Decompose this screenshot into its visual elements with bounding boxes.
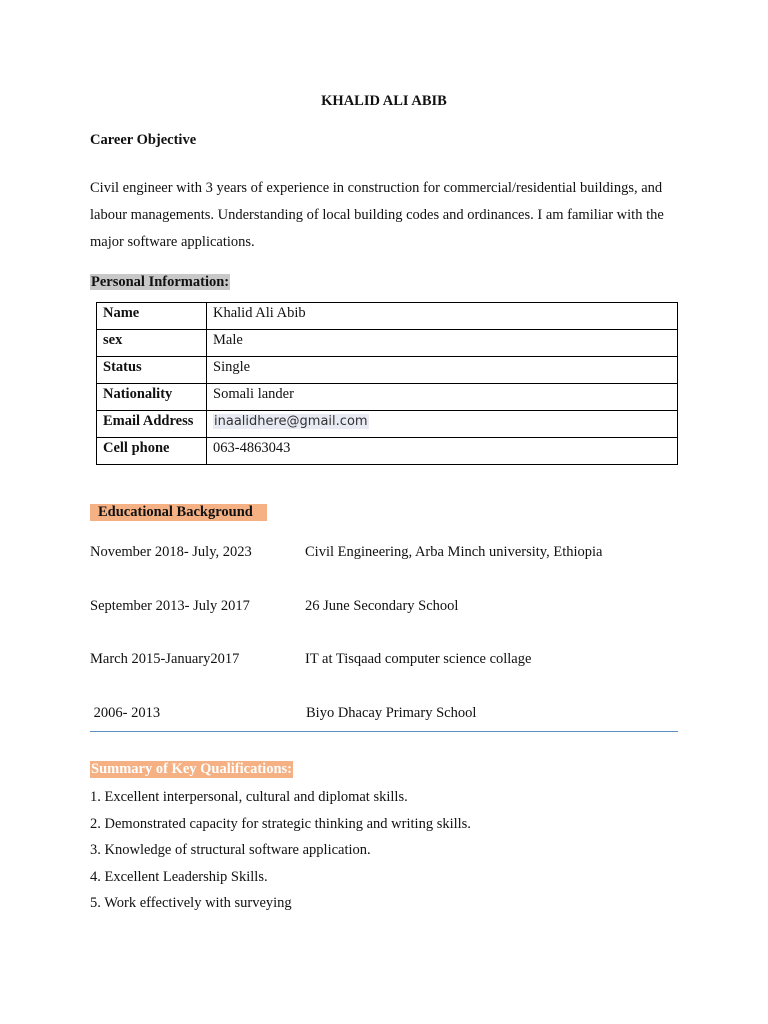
info-label-sex: sex xyxy=(97,330,207,357)
list-item: 1. Excellent interpersonal, cultural and diplomat skills. xyxy=(90,789,408,805)
info-label-cell-phone: Cell phone xyxy=(97,438,207,465)
info-value-email-cell xyxy=(207,411,678,438)
list-item: 4. Excellent Leadership Skills. xyxy=(90,868,268,885)
education-period: November 2018- July, 2023 xyxy=(90,544,252,560)
personal-information-label: Personal Information: xyxy=(91,274,230,290)
key-qualifications-heading: Summary of Key Qualifications: xyxy=(91,761,292,777)
career-objective-heading: Career Objective xyxy=(90,132,197,148)
list-item: 3. Knowledge of structural software application. xyxy=(90,842,371,858)
email-link[interactable]: inaalidhere@gmail.com xyxy=(214,414,368,429)
list-item: 5. Work effectively with surveying xyxy=(90,895,292,911)
table-row xyxy=(97,303,678,330)
table-row xyxy=(97,411,678,438)
table-row xyxy=(97,384,678,411)
education-institution: Civil Engineering, Arba Minch university, Ethiopia xyxy=(305,544,603,560)
info-value-sex: Male xyxy=(207,330,678,357)
education-institution: Biyo Dhacay Primary School xyxy=(306,705,477,721)
personal-information-heading xyxy=(90,274,230,291)
section-divider xyxy=(90,731,678,732)
personal-information-table xyxy=(96,302,678,465)
education-institution: IT at Tisqaad computer science collage xyxy=(305,651,532,667)
career-objective-text: Civil engineer with 3 years of experience in construction for commercial/residential buildings, and labour managements. Understanding of local building codes and ordinances. I am familiar with the major software applications. xyxy=(90,180,664,250)
info-label-name: Name xyxy=(97,303,207,330)
info-value-cell-phone: 063-4863043 xyxy=(207,438,678,465)
table-row xyxy=(97,357,678,384)
info-label-email: Email Address xyxy=(97,411,207,438)
qualifications-list xyxy=(90,787,680,920)
info-value-name: Khalid Ali Abib xyxy=(207,303,678,330)
table-row xyxy=(97,438,678,465)
table-row xyxy=(97,330,678,357)
info-label-status: Status xyxy=(97,357,207,384)
education-institution: 26 June Secondary School xyxy=(305,598,459,614)
info-label-nationality: Nationality xyxy=(97,384,207,411)
info-value-nationality: Somali lander xyxy=(207,384,678,411)
candidate-name: KHALID ALI ABIB xyxy=(321,93,447,109)
education-period: September 2013- July 2017 xyxy=(90,598,250,614)
educational-background-heading: Educational Background xyxy=(90,504,267,521)
info-value-status: Single xyxy=(207,357,678,384)
list-item: 2. Demonstrated capacity for strategic thinking and writing skills. xyxy=(90,815,471,832)
education-period: 2006- 2013 xyxy=(90,705,161,721)
education-period: March 2015-January2017 xyxy=(90,651,240,667)
